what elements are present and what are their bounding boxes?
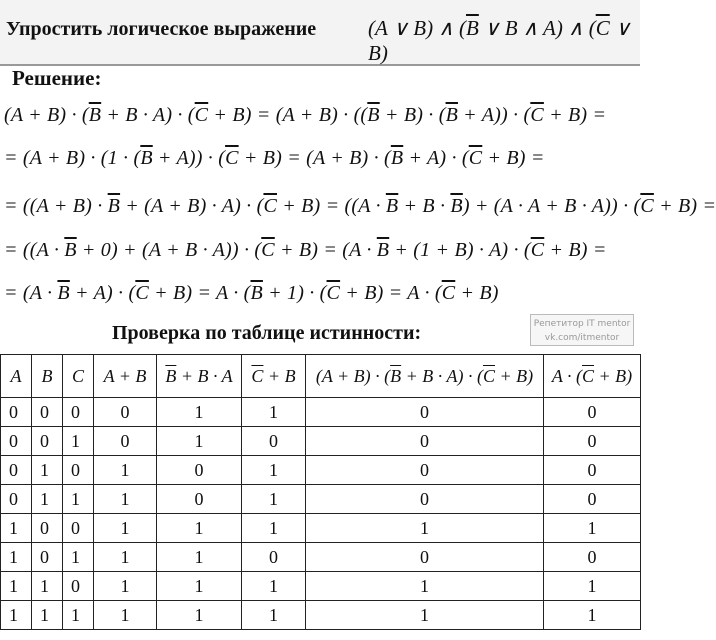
table-cell: 1 xyxy=(544,601,641,630)
solution-label: Решение: xyxy=(12,66,102,90)
table-cell: 1 xyxy=(157,514,242,543)
table-row xyxy=(1,514,641,543)
negated-variable: $\overline{B}$ xyxy=(376,239,390,261)
expression-part: + B) = (A + B) · (( xyxy=(208,104,368,126)
solution-step-5 xyxy=(4,276,499,310)
table-cell: 0 xyxy=(63,456,94,485)
task-header xyxy=(0,0,640,66)
table-cell: 1 xyxy=(94,543,157,572)
expression-part: + B · A) · ( xyxy=(401,365,483,386)
expression-part: + B) = A · ( xyxy=(340,282,442,304)
table-cell: 0 xyxy=(544,398,641,427)
negated-variable: $\overline{C}$ xyxy=(530,104,544,126)
table-cell: 1 xyxy=(242,485,306,514)
expression-part: + B · xyxy=(398,195,451,217)
table-cell: 0 xyxy=(306,456,544,485)
table-cell: 1 xyxy=(157,398,242,427)
column-header xyxy=(94,355,157,398)
expression-part: A xyxy=(10,365,22,386)
column-header xyxy=(544,355,641,398)
column-header xyxy=(32,355,63,398)
table-cell: 0 xyxy=(544,456,641,485)
table-cell: 1 xyxy=(157,601,242,630)
expression-part: + B) = (A + B) · ( xyxy=(238,147,391,169)
table-cell: 0 xyxy=(32,514,63,543)
table-cell: 1 xyxy=(94,601,157,630)
table-cell: 0 xyxy=(1,456,32,485)
table-cell: 1 xyxy=(32,572,63,601)
table-cell: 0 xyxy=(63,398,94,427)
table-cell: 0 xyxy=(32,543,63,572)
table-cell: 0 xyxy=(544,427,641,456)
table-cell: 1 xyxy=(94,572,157,601)
table-cell: 0 xyxy=(544,485,641,514)
table-cell: 0 xyxy=(306,543,544,572)
table-cell: 1 xyxy=(1,543,32,572)
expression-part: + B) = A · ( xyxy=(148,282,251,304)
expression-part: + B) = xyxy=(544,239,607,261)
negated-variable: $\overline{B}$ xyxy=(445,104,458,126)
table-cell: 1 xyxy=(63,543,94,572)
column-header xyxy=(306,355,544,398)
watermark xyxy=(530,314,634,346)
table-row xyxy=(1,543,641,572)
negated-variable: $\overline{C}$ xyxy=(468,147,483,169)
table-cell: 1 xyxy=(242,601,306,630)
column-header xyxy=(63,355,94,398)
table-cell: 1 xyxy=(242,398,306,427)
table-cell: 0 xyxy=(242,427,306,456)
negated-variable: $\overline{C}$ xyxy=(326,282,341,304)
task-expression xyxy=(368,16,640,66)
negated-variable: $\overline{B}$ xyxy=(57,282,70,304)
expression-part: + 1) · ( xyxy=(262,282,327,304)
expression-part: + A) · ( xyxy=(69,282,136,304)
expression-part: A + B xyxy=(103,365,147,386)
negated-variable: $\overline{C}$ xyxy=(251,365,264,386)
table-cell: 1 xyxy=(32,485,63,514)
table-cell: 1 xyxy=(157,543,242,572)
expression-part: (A + B) · ( xyxy=(315,365,391,386)
table-cell: 1 xyxy=(94,485,157,514)
expression-part: + B) = xyxy=(482,147,545,169)
table-cell: 1 xyxy=(94,456,157,485)
solution-step-2 xyxy=(4,141,545,175)
negated-variable: $\overline{C}$ xyxy=(595,16,610,40)
solution-step-3 xyxy=(4,189,716,223)
table-cell: 0 xyxy=(63,514,94,543)
table-cell: 0 xyxy=(32,398,63,427)
table-cell: 1 xyxy=(544,514,641,543)
expression-part: (A ∨ B) ∧ ( xyxy=(368,16,466,40)
expression-part: + (1 + B) · A) · ( xyxy=(389,239,531,261)
expression-part: + B xyxy=(263,365,296,386)
negated-variable: $\overline{B}$ xyxy=(165,365,177,386)
table-row xyxy=(1,572,641,601)
expression-part: + B) = xyxy=(653,195,716,217)
table-row xyxy=(1,456,641,485)
table-cell: 1 xyxy=(242,456,306,485)
table-cell: 1 xyxy=(242,572,306,601)
table-cell: 1 xyxy=(157,427,242,456)
expression-part: + B) xyxy=(455,282,499,304)
expression-part: = ((A + B) · xyxy=(4,195,108,217)
expression-part: ∨ B ∧ A) ∧ ( xyxy=(478,16,596,40)
table-cell: 0 xyxy=(242,543,306,572)
table-cell: 0 xyxy=(32,427,63,456)
table-cell: 0 xyxy=(1,427,32,456)
table-cell: 1 xyxy=(1,514,32,543)
expression-part: = ((A · xyxy=(4,239,65,261)
negated-variable: $\overline{C}$ xyxy=(640,195,654,217)
negated-variable: $\overline{C}$ xyxy=(582,365,595,386)
expression-part: + B · A) · ( xyxy=(101,104,195,126)
table-cell: 1 xyxy=(306,601,544,630)
expression-part: + 0) + (A + B · A)) · ( xyxy=(76,239,262,261)
table-row xyxy=(1,427,641,456)
expression-part: + B) = xyxy=(543,104,607,126)
table-cell: 0 xyxy=(306,485,544,514)
column-header xyxy=(157,355,242,398)
table-cell: 0 xyxy=(306,398,544,427)
expression-part: + A)) · ( xyxy=(152,147,226,169)
column-header xyxy=(1,355,32,398)
expression-part: + A)) · ( xyxy=(457,104,531,126)
negated-variable: $\overline{C}$ xyxy=(225,147,239,169)
solution-step-4 xyxy=(4,233,607,267)
table-header-row xyxy=(1,355,641,398)
table-cell: 1 xyxy=(63,485,94,514)
negated-variable: $\overline{C}$ xyxy=(263,195,277,217)
table-cell: 1 xyxy=(1,601,32,630)
solution-step-1 xyxy=(4,98,606,132)
negated-variable: $\overline{B}$ xyxy=(450,195,463,217)
negated-variable: $\overline{B}$ xyxy=(107,195,121,217)
negated-variable: $\overline{B}$ xyxy=(385,195,399,217)
table-row xyxy=(1,601,641,630)
table-cell: 1 xyxy=(1,572,32,601)
table-cell: 0 xyxy=(1,398,32,427)
expression-part: + B) xyxy=(594,365,633,386)
negated-variable: $\overline{C}$ xyxy=(135,282,149,304)
table-cell: 1 xyxy=(544,572,641,601)
negated-variable: $\overline{C}$ xyxy=(441,282,456,304)
negated-variable: $\overline{B}$ xyxy=(64,239,77,261)
table-cell: 1 xyxy=(306,514,544,543)
table-cell: 1 xyxy=(306,572,544,601)
task-title: Упростить логическое выражение xyxy=(6,18,317,40)
watermark-line-2: vk.com/itmentor xyxy=(544,333,620,343)
negated-variable: $\overline{B}$ xyxy=(88,104,102,126)
table-cell: 1 xyxy=(94,514,157,543)
expression-part: + B) = (A · xyxy=(274,239,377,261)
negated-variable: $\overline{C}$ xyxy=(482,365,495,386)
negated-variable: $\overline{C}$ xyxy=(261,239,275,261)
table-cell: 0 xyxy=(94,427,157,456)
table-cell: 1 xyxy=(63,601,94,630)
table-cell: 1 xyxy=(63,427,94,456)
table-cell: 0 xyxy=(544,543,641,572)
negated-variable: $\overline{B}$ xyxy=(250,282,263,304)
negated-variable: $\overline{B}$ xyxy=(390,365,402,386)
negated-variable: $\overline{B}$ xyxy=(367,104,380,126)
expression-part: (A + B) · ( xyxy=(4,104,89,126)
expression-part: ) + (A · A + B · A)) · ( xyxy=(462,195,641,217)
expression-part: + B) · ( xyxy=(379,104,446,126)
negated-variable: $\overline{B}$ xyxy=(390,147,404,169)
watermark-line-1: Репетитор IT mentor xyxy=(533,319,631,329)
table-body xyxy=(1,398,641,630)
table-cell: 1 xyxy=(242,514,306,543)
expression-part: ∨ B) xyxy=(368,16,631,65)
table-cell: 0 xyxy=(63,572,94,601)
table-cell: 0 xyxy=(94,398,157,427)
expression-part: + B) = ((A · xyxy=(277,195,386,217)
negated-variable: $\overline{B}$ xyxy=(466,16,479,40)
expression-part: + (A + B) · A) · ( xyxy=(120,195,264,217)
negated-variable: $\overline{B}$ xyxy=(140,147,153,169)
table-cell: 0 xyxy=(157,485,242,514)
expression-part: B xyxy=(41,365,53,386)
table-row xyxy=(1,398,641,427)
expression-part: + B) xyxy=(494,365,534,386)
expression-part: = (A · xyxy=(4,282,58,304)
truth-table-title: Проверка по таблице истинности: xyxy=(112,322,422,344)
expression-part: + B · A xyxy=(176,365,233,386)
table-cell: 0 xyxy=(306,427,544,456)
table-row xyxy=(1,485,641,514)
truth-table xyxy=(0,354,641,630)
column-header xyxy=(242,355,306,398)
expression-part: = (A + B) · (1 · ( xyxy=(4,147,141,169)
negated-variable: $\overline{C}$ xyxy=(530,239,545,261)
negated-variable: $\overline{C}$ xyxy=(194,104,209,126)
table-cell: 0 xyxy=(157,456,242,485)
table-cell: 1 xyxy=(32,601,63,630)
table-cell: 1 xyxy=(157,572,242,601)
table-cell: 0 xyxy=(1,485,32,514)
expression-part: + A) · ( xyxy=(403,147,469,169)
table-cell: 1 xyxy=(32,456,63,485)
expression-part: A · ( xyxy=(551,365,582,386)
expression-part: C xyxy=(71,365,84,386)
